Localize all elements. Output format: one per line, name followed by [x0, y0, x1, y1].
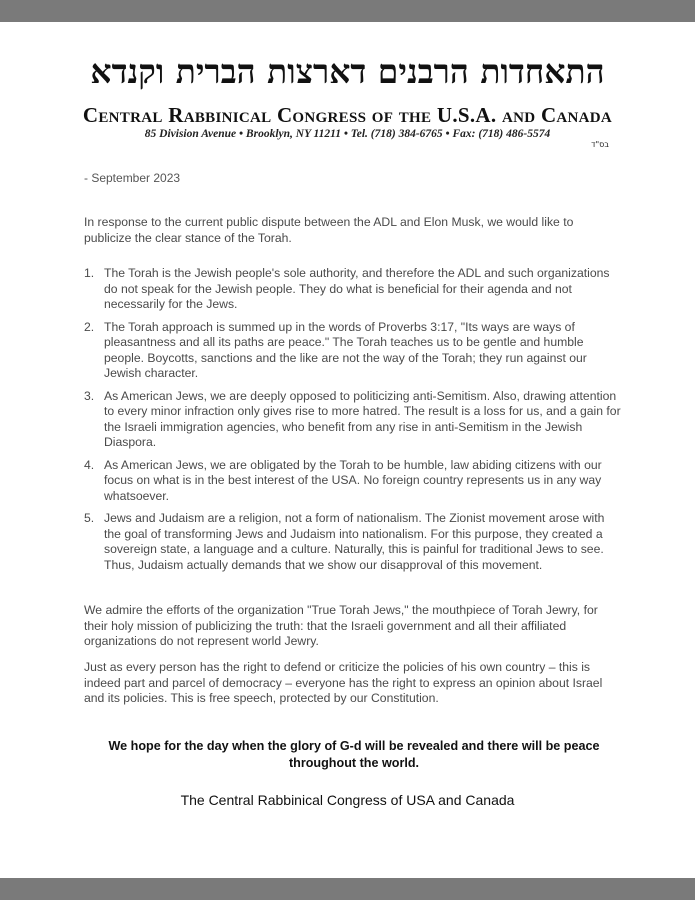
list-item-number: 3.	[84, 388, 95, 403]
list-item-text: The Torah is the Jewish people's sole authority, and therefore the ADL and such organizations do not speak for the Jewish people. They do what is beneficial for their agenda and not necessarily for the Jews.	[104, 266, 610, 311]
top-frame-bar	[0, 0, 695, 22]
list-item	[84, 458, 624, 505]
list-item-text: The Torah approach is summed up in the words of Proverbs 3:17, "Its ways are ways of pleasantness and all its paths are peace." The Torah teaches us to be gentle and humble people. Boycotts, sanctions and the like are not the way of the Torah; they run against our Jewish character.	[104, 319, 587, 380]
list-item-text: Jews and Judaism are a religion, not a form of nationalism. The Zionist movement arose with the goal of transforming Jews and Judaism into nationalism. For this purpose, they created a sovereign state, a language and a culture. Naturally, this is painful for traditional Jews to see. Thus, Judaism actually demands that we show our disapproval of this movement.	[104, 511, 605, 572]
list-item	[84, 389, 624, 451]
admire-paragraph: We admire the efforts of the organization "True Torah Jews," the mouthpiece of Torah Jewry, for their holy mission of publicizing the truth: that the Israeli government and all their affiliated organizations do not represent world Jewry.	[84, 603, 598, 648]
list-item-text: As American Jews, we are deeply opposed to politicizing anti-Semitism. Also, drawing attention to every minor infraction only gives rise to more hatred. The result is a loss for us, and a gain for the Israeli immigration agencies, who benefit from any rise in anti-Semitism in the Jewish Diaspora.	[104, 388, 621, 449]
list-item	[84, 320, 624, 382]
list-item-number: 4.	[84, 457, 95, 472]
closing-statement: We hope for the day when the glory of G-d will be revealed and there will be peace throughout the world.	[108, 739, 600, 770]
list-item-number: 5.	[84, 511, 95, 525]
intro-paragraph: In response to the current public dispute between the ADL and Elon Musk, we would like to publicize the clear stance of the Torah.	[84, 215, 574, 245]
list-item	[84, 511, 624, 573]
list-item-text: As American Jews, we are obligated by the Torah to be humble, law abiding citizens with our focus on what is in the best interest of the USA. No foreign country represents us in any way whatsoever.	[104, 457, 602, 503]
letter-page	[0, 22, 695, 878]
hebrew-letterhead-title: התאחדות הרבנים דארצות הברית וקנדא	[90, 52, 605, 91]
free-speech-paragraph: Just as every person has the right to defend or criticize the policies of his own country – this is indeed part and parcel of democracy – everyone has the right to express an opinion about Israel and its policies. This is free speech, protected by our Constitution.	[84, 660, 603, 705]
organization-address: 85 Division Avenue • Brooklyn, NY 11211 • Tel. (718) 384-6765 • Fax: (718) 486-5574	[144, 128, 551, 140]
signature-line: The Central Rabbinical Congress of USA and Canada	[180, 792, 515, 808]
list-item-number: 1.	[84, 266, 95, 280]
bsd-mark: בס"ד	[591, 140, 609, 149]
list-item	[84, 266, 624, 313]
organization-name: Central Rabbinical Congress of the U.S.A. and Canada	[82, 103, 613, 127]
bottom-frame-bar	[0, 878, 695, 900]
letter-date: - September 2023	[84, 171, 181, 185]
points-list	[84, 266, 624, 580]
list-item-number: 2.	[84, 319, 95, 334]
